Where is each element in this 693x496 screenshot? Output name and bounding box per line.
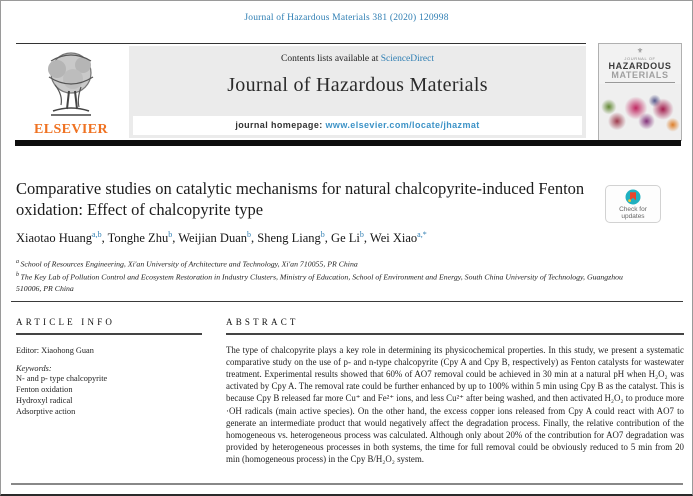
journal-cover-thumbnail[interactable] xyxy=(598,43,682,141)
check-badge-label: Check for updates xyxy=(619,206,647,220)
editor-line: Editor: Xiaohong Guan xyxy=(16,345,94,355)
crossmark-icon xyxy=(606,189,660,205)
keywords-list xyxy=(16,373,202,417)
author-name: Tonghe Zhu$^b$ xyxy=(107,230,173,246)
abstract-text: The type of chalcopyrite plays a key role in determining its physicochemical properties. In this study, we present a systematic comparative study on the use of p- and n-type chalcopyrite (Cpy A and Cpy B, respectively) as Fenton catalysts for wastewater treatment. Experimental results showed that 60% of AO7 removal could be achieved in 30 min at a natural pH when H₂O₂ was activated by Cpy A. The removal rate could be further enhanced by up to 100% within 5 min using Cpy B as the catalyst. This is because Cpy B released far more Cu⁺ and Fe²⁺ ions, and less Cu²⁺ after being washed, and then activated H₂O₂ to produce more ·OH radicals (main active species). On the other hand, the excess copper ions released from Cpy A could react with AO7 to generate an intermediate product that would negatively affect the degradation process. Finally, the relative contribution of the homogeneous vs. heterogeneous process was calculated. Although only about 20% of the contribution for AO7 degradation was provided by heterogeneous processes in both systems, the time for full removal could be obviously reduced to 5 min from 20 min (homogeneous process) in the Cpy B/H₂O₂ system. xyxy=(226,344,684,465)
section-divider-rule xyxy=(11,301,683,302)
cover-elsevier-mark-icon: ⚜ xyxy=(636,47,644,55)
author-name: Weijian Duan$^b$ xyxy=(178,230,251,246)
author-name: Wei Xiao$^{a,*}$ xyxy=(369,230,427,246)
author-name: Sheng Liang$^b$ xyxy=(257,230,325,246)
keyword-item: N- and p- type chalcopyrite xyxy=(16,373,108,383)
author-name: Ge Li$^b$ xyxy=(331,230,364,246)
keyword-item: Adsorptive action xyxy=(16,406,76,416)
keyword-item: Hydroxyl radical xyxy=(16,395,73,405)
cover-world-map-art xyxy=(599,84,681,141)
abstract-heading-rule xyxy=(226,333,684,335)
cover-title-line1: HAZARDOUS xyxy=(608,61,672,71)
header-divider-bar xyxy=(15,140,681,146)
elsevier-logo xyxy=(16,47,126,138)
contents-line xyxy=(129,46,586,64)
homepage-url-link[interactable]: www.elsevier.com/locate/jhazmat xyxy=(325,120,480,130)
elsevier-wordmark: ELSEVIER xyxy=(33,122,108,137)
header-top-rule xyxy=(16,43,586,44)
authors-line: Xiaotao Huang$^{a,b}$, Tonghe Zhu$^b$, Weijian Duan$^b$, Sheng Liang$^b$, Ge Li$^b$, Wei Xiao$^{a,*}$ xyxy=(16,230,427,246)
check-for-updates-badge[interactable] xyxy=(605,185,661,223)
cover-rule xyxy=(605,82,676,83)
contents-prefix: Contents lists available at xyxy=(280,54,381,64)
journal-citation-link[interactable]: Journal of Hazardous Materials 381 (2020) 120998 xyxy=(244,13,449,23)
article-title: Comparative studies on catalytic mechanisms for natural chalcopyrite-induced Fenton oxidation: Effect of chalcopyrite type xyxy=(16,179,585,219)
homepage-prefix: journal homepage: xyxy=(235,120,326,130)
elsevier-tree-icon xyxy=(16,47,126,121)
journal-title: Journal of Hazardous Materials xyxy=(227,74,488,96)
keywords-label: Keywords: xyxy=(16,363,52,373)
affiliations-block xyxy=(16,257,641,295)
author-name: Xiaotao Huang$^{a,b}$ xyxy=(16,230,102,246)
keyword-item: Fenton oxidation xyxy=(16,384,73,394)
journal-banner xyxy=(129,46,586,138)
sciencedirect-link[interactable]: ScienceDirect xyxy=(380,54,434,64)
affiliation-line: $^a$ School of Resources Engineering, Xi'an University of Architecture and Technology, Xi'an 710055, PR China xyxy=(16,259,358,269)
article-info-heading: ARTICLE INFO xyxy=(16,317,116,327)
abstract-heading: ABSTRACT xyxy=(226,317,299,327)
abstract-column xyxy=(226,317,684,466)
article-info-column xyxy=(16,317,202,417)
cover-title-line2: MATERIALS xyxy=(611,70,669,80)
cover-journal-of: JOURNAL OF xyxy=(624,56,656,61)
affiliation-line: $^b$ The Key Lab of Pollution Control and Ecosystem Restoration in Industry Clusters, Ministry of Education, School of Environment and Energy, South China University of Technology, Guangzhou 510006, PR China xyxy=(16,272,623,294)
homepage-strip xyxy=(133,116,582,135)
article-info-heading-rule xyxy=(16,333,202,335)
footer-rule xyxy=(11,483,683,485)
